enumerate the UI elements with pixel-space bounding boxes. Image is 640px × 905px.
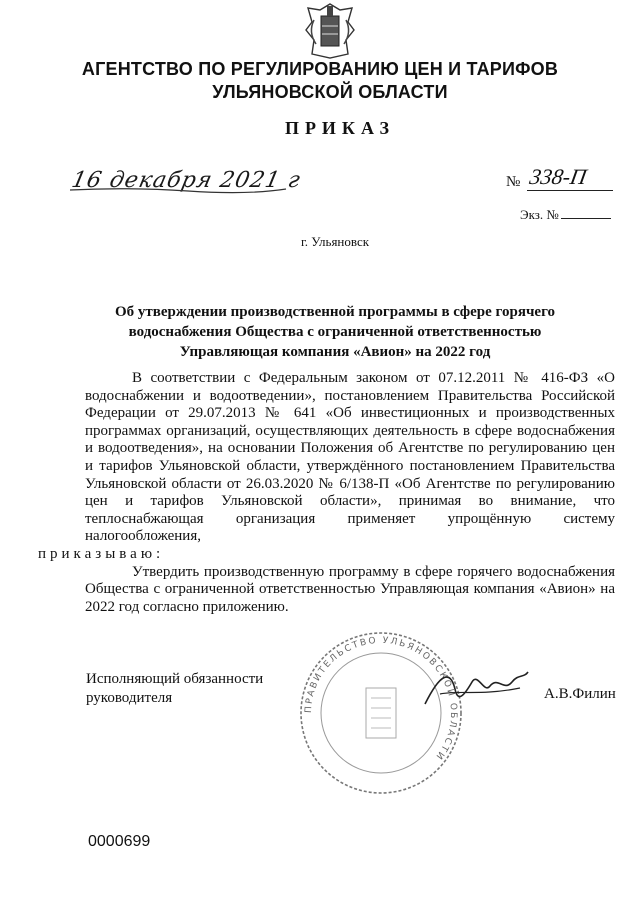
body-paragraph-1	[38, 370, 615, 564]
signatory-position-line1: Исполняющий обязанности	[86, 671, 264, 687]
city: г. Ульяновск	[300, 234, 370, 249]
signatory-position	[86, 670, 263, 708]
handwritten-date: 16 декабря 2021 г	[69, 168, 304, 193]
coat-of-arms-emblem	[294, 0, 366, 62]
order-number-label: №	[506, 174, 521, 190]
body-paragraph-1-text: В соответствии с Федеральным законом от 07.12.2011 № 416-ФЗ «О водоснабжении и водоотведении», постановлением Правительства Российской Федерации от 29.07.2013 № 641 «Об инвестиционных и производственных программах организаций, осуществляющих деятельность в сфере водоснабжения и водоотведения», на основании Положения об Агентстве по регулированию цен и тарифов Ульяновской области, утверждённого постановлением Правительства Ульяновской области от 26.03.2020 № 6/138-П «Об Агентстве по регулированию цен и тарифов Ульяновской области», принимая во внимание, что теплоснабжающая организация применяет упрощённую систему налогообложения,	[85, 370, 615, 545]
order-number-underline	[527, 190, 613, 191]
document-body	[38, 370, 615, 616]
signatory-name: А.В.Филин	[544, 686, 616, 702]
order-word: приказываю:	[38, 545, 165, 562]
date-underline	[68, 186, 288, 194]
document-type: ПРИКАЗ	[284, 118, 396, 138]
copy-number	[520, 207, 611, 223]
agency-name-line1: АГЕНТСТВО ПО РЕГУЛИРОВАНИЮ ЦЕН И ТАРИФОВ	[81, 59, 559, 79]
document-serial-number: 0000699	[88, 833, 151, 850]
copy-number-blank	[561, 218, 611, 219]
order-number: 338-П	[527, 164, 589, 189]
copy-number-label: Экз. №	[520, 207, 559, 222]
body-paragraph-2: Утвердить производственную программу в сфере горячего водоснабжения Общества с ограниченной ответственностью Управляющая компания «Авион» на 2022 год согласно приложению.	[85, 563, 615, 615]
handwritten-signature	[420, 664, 530, 714]
stamp-text: ПРАВИТЕЛЬСТВО УЛЬЯНОВСКОЙ ОБЛАСТИ	[303, 635, 459, 763]
agency-name	[0, 58, 640, 104]
agency-name-line2: УЛЬЯНОВСКОЙ ОБЛАСТИ	[212, 82, 448, 102]
document-subject: Об утверждении производственной программы в сфере горячего водоснабжения Общества с ограниченной ответственностью Управляющая компания «Авион» на 2022 год	[114, 304, 556, 360]
signatory-position-line2: руководителя	[86, 690, 173, 706]
